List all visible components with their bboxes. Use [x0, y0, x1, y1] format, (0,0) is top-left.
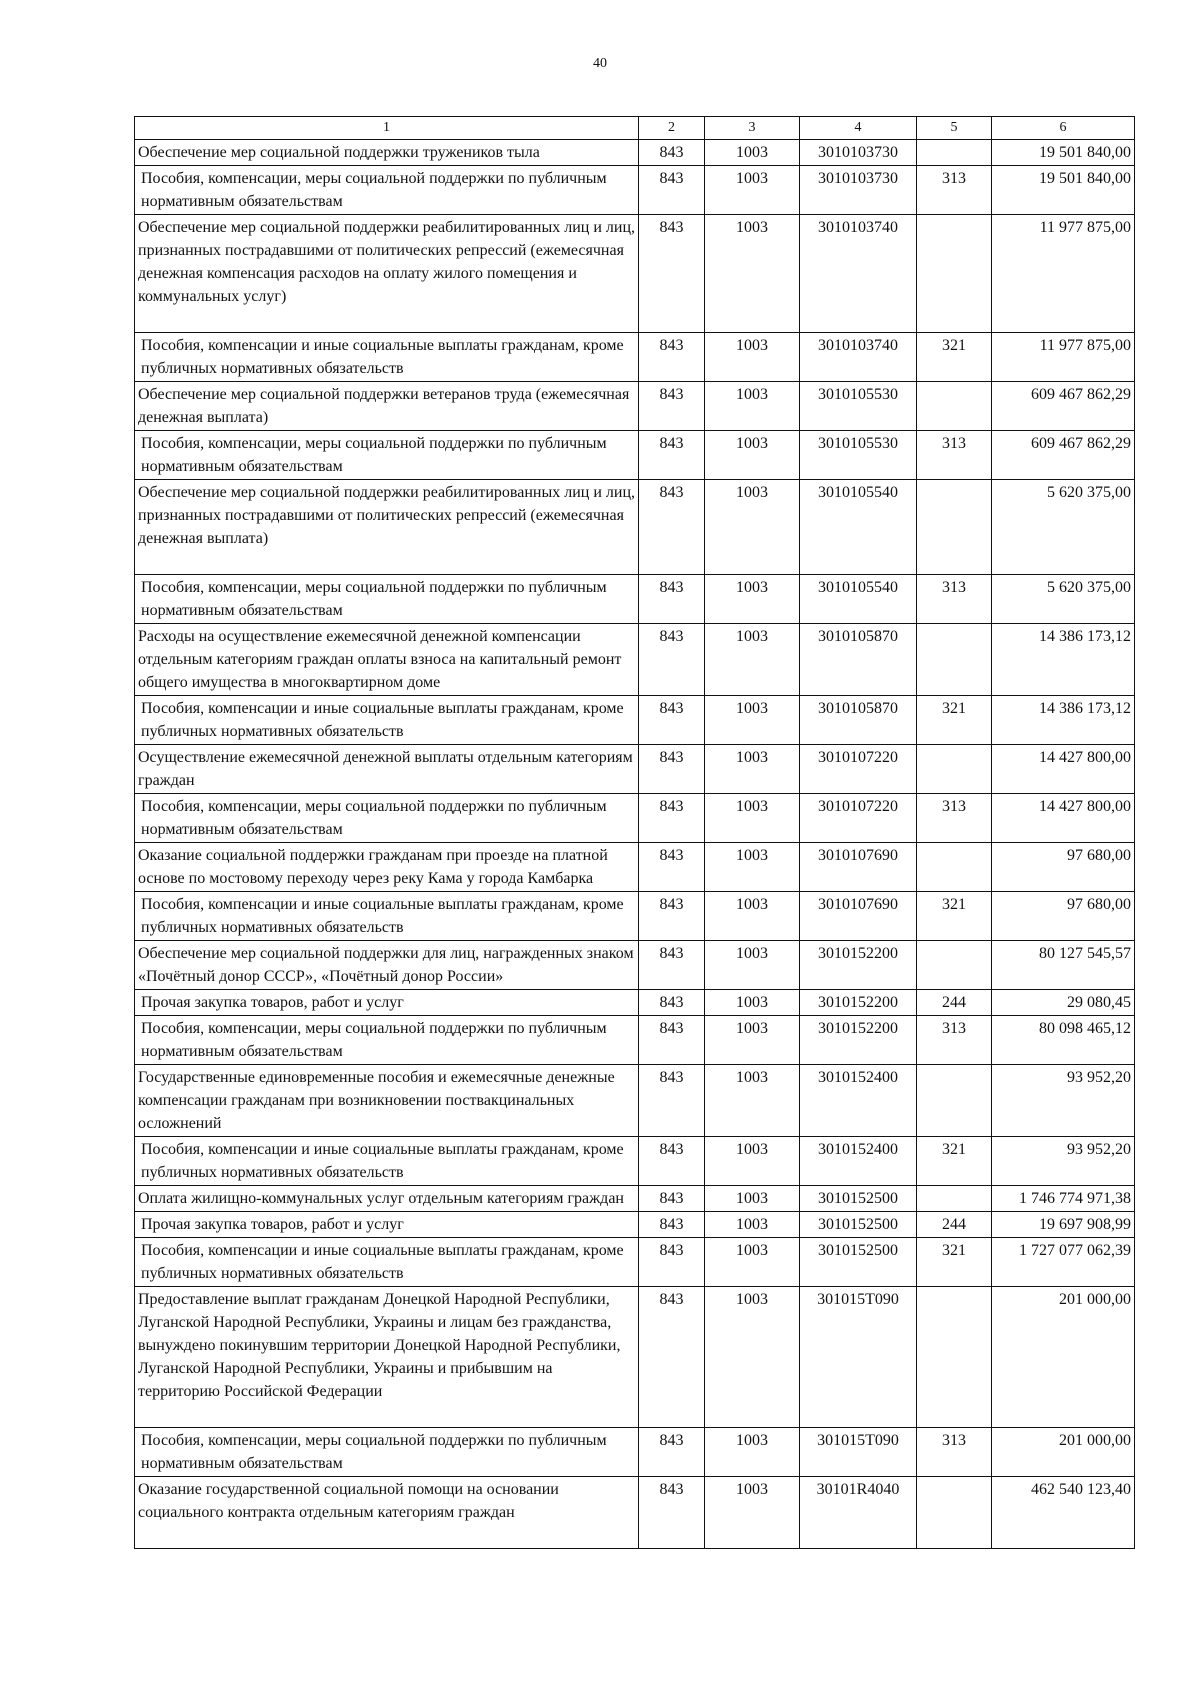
table-row: [135, 892, 1135, 941]
code-section-cell: 1003: [705, 1287, 800, 1428]
code-expense-type-cell: 313: [917, 166, 992, 215]
column-header: 4: [800, 117, 917, 140]
column-header: 5: [917, 117, 992, 140]
amount-cell: 19 697 908,99: [992, 1212, 1135, 1238]
code-chapter-cell: 843: [639, 166, 705, 215]
row-name-cell: Прочая закупка товаров, работ и услуг: [135, 1212, 639, 1238]
amount-cell: 609 467 862,29: [992, 382, 1135, 431]
amount-cell: 14 386 173,12: [992, 696, 1135, 745]
table-row: [135, 696, 1135, 745]
amount-cell: 29 080,45: [992, 990, 1135, 1016]
code-section-cell: 1003: [705, 1016, 800, 1065]
code-section-cell: 1003: [705, 1137, 800, 1186]
code-chapter-cell: 843: [639, 745, 705, 794]
row-name-cell: Прочая закупка товаров, работ и услуг: [135, 990, 639, 1016]
table-row: [135, 575, 1135, 624]
table-row: [135, 990, 1135, 1016]
column-header: 2: [639, 117, 705, 140]
table-row: [135, 382, 1135, 431]
code-target-cell: 3010105540: [800, 575, 917, 624]
code-target-cell: 3010152500: [800, 1186, 917, 1212]
code-target-cell: 3010107220: [800, 794, 917, 843]
row-name-cell: Пособия, компенсации и иные социальные выплаты гражданам, кроме публичных нормативных обязательств: [135, 1137, 639, 1186]
code-target-cell: 3010152500: [800, 1238, 917, 1287]
amount-cell: 80 098 465,12: [992, 1016, 1135, 1065]
code-chapter-cell: 843: [639, 1016, 705, 1065]
code-expense-type-cell: [917, 382, 992, 431]
code-target-cell: 30101R4040: [800, 1477, 917, 1549]
code-target-cell: 3010152400: [800, 1065, 917, 1137]
code-section-cell: 1003: [705, 1238, 800, 1287]
code-target-cell: 3010103740: [800, 333, 917, 382]
table-row: [135, 745, 1135, 794]
code-section-cell: 1003: [705, 1477, 800, 1549]
code-target-cell: 3010107220: [800, 745, 917, 794]
amount-cell: 1 727 077 062,39: [992, 1238, 1135, 1287]
code-section-cell: 1003: [705, 941, 800, 990]
amount-cell: 14 386 173,12: [992, 624, 1135, 696]
amount-cell: 97 680,00: [992, 843, 1135, 892]
code-target-cell: 301015Т090: [800, 1287, 917, 1428]
code-target-cell: 3010103730: [800, 140, 917, 166]
code-chapter-cell: 843: [639, 941, 705, 990]
code-expense-type-cell: 313: [917, 1428, 992, 1477]
table-row: [135, 843, 1135, 892]
code-chapter-cell: 843: [639, 575, 705, 624]
code-section-cell: 1003: [705, 1212, 800, 1238]
code-chapter-cell: 843: [639, 1137, 705, 1186]
row-name-cell: Оплата жилищно-коммунальных услуг отдельным категориям граждан: [135, 1186, 639, 1212]
code-expense-type-cell: 313: [917, 431, 992, 480]
amount-cell: 93 952,20: [992, 1137, 1135, 1186]
amount-cell: 609 467 862,29: [992, 431, 1135, 480]
code-section-cell: 1003: [705, 1428, 800, 1477]
code-target-cell: 3010152500: [800, 1212, 917, 1238]
row-name-cell: Обеспечение мер социальной поддержки тружеников тыла: [135, 140, 639, 166]
row-name-cell: Пособия, компенсации, меры социальной поддержки по публичным нормативным обязательствам: [135, 794, 639, 843]
code-expense-type-cell: 313: [917, 794, 992, 843]
code-target-cell: 3010107690: [800, 843, 917, 892]
code-expense-type-cell: [917, 1287, 992, 1428]
code-section-cell: 1003: [705, 892, 800, 941]
code-section-cell: 1003: [705, 624, 800, 696]
code-section-cell: 1003: [705, 166, 800, 215]
code-chapter-cell: 843: [639, 1238, 705, 1287]
row-name-cell: Обеспечение мер социальной поддержки ветеранов труда (ежемесячная денежная выплата): [135, 382, 639, 431]
table-row: [135, 794, 1135, 843]
code-expense-type-cell: [917, 1065, 992, 1137]
table-row: [135, 1212, 1135, 1238]
code-expense-type-cell: 313: [917, 575, 992, 624]
amount-cell: 5 620 375,00: [992, 575, 1135, 624]
code-section-cell: 1003: [705, 990, 800, 1016]
table-row: [135, 140, 1135, 166]
amount-cell: 462 540 123,40: [992, 1477, 1135, 1549]
code-section-cell: 1003: [705, 140, 800, 166]
row-name-cell: Государственные единовременные пособия и ежемесячные денежные компенсации гражданам при возникновении поствакцинальных осложнений: [135, 1065, 639, 1137]
row-name-cell: Пособия, компенсации и иные социальные выплаты гражданам, кроме публичных нормативных обязательств: [135, 333, 639, 382]
code-section-cell: 1003: [705, 1065, 800, 1137]
amount-cell: 19 501 840,00: [992, 140, 1135, 166]
code-target-cell: 3010152400: [800, 1137, 917, 1186]
page-number: 40: [593, 56, 607, 71]
code-expense-type-cell: 321: [917, 696, 992, 745]
code-section-cell: 1003: [705, 575, 800, 624]
amount-cell: 1 746 774 971,38: [992, 1186, 1135, 1212]
code-chapter-cell: 843: [639, 794, 705, 843]
code-section-cell: 1003: [705, 333, 800, 382]
code-expense-type-cell: [917, 1186, 992, 1212]
amount-cell: 14 427 800,00: [992, 794, 1135, 843]
code-chapter-cell: 843: [639, 1477, 705, 1549]
code-expense-type-cell: 313: [917, 1016, 992, 1065]
code-expense-type-cell: [917, 941, 992, 990]
row-name-cell: Пособия, компенсации и иные социальные выплаты гражданам, кроме публичных нормативных обязательств: [135, 892, 639, 941]
table-row: [135, 941, 1135, 990]
table-row: [135, 480, 1135, 575]
code-chapter-cell: 843: [639, 1428, 705, 1477]
code-chapter-cell: 843: [639, 215, 705, 333]
row-name-cell: Предоставление выплат гражданам Донецкой Народной Республики, Луганской Народной Республики, Украины и лицам без гражданства, вынуждено покинувшим территории Донецкой Народной Республики, Луганской Народной Республики, Украины и прибывшим на территорию Российской Федерации: [135, 1287, 639, 1428]
amount-cell: 5 620 375,00: [992, 480, 1135, 575]
row-name-cell: Пособия, компенсации, меры социальной поддержки по публичным нормативным обязательствам: [135, 1428, 639, 1477]
code-section-cell: 1003: [705, 843, 800, 892]
row-name-cell: Пособия, компенсации, меры социальной поддержки по публичным нормативным обязательствам: [135, 166, 639, 215]
row-name-cell: Осуществление ежемесячной денежной выплаты отдельным категориям граждан: [135, 745, 639, 794]
code-section-cell: 1003: [705, 480, 800, 575]
code-chapter-cell: 843: [639, 431, 705, 480]
code-section-cell: 1003: [705, 745, 800, 794]
code-chapter-cell: 843: [639, 480, 705, 575]
row-name-cell: Пособия, компенсации и иные социальные выплаты гражданам, кроме публичных нормативных обязательств: [135, 1238, 639, 1287]
table-row: [135, 333, 1135, 382]
amount-cell: 19 501 840,00: [992, 166, 1135, 215]
code-target-cell: 3010105530: [800, 431, 917, 480]
table-row: [135, 1016, 1135, 1065]
code-expense-type-cell: [917, 215, 992, 333]
amount-cell: 93 952,20: [992, 1065, 1135, 1137]
table-row: [135, 1137, 1135, 1186]
amount-cell: 11 977 875,00: [992, 333, 1135, 382]
code-section-cell: 1003: [705, 382, 800, 431]
table-row: [135, 215, 1135, 333]
code-chapter-cell: 843: [639, 1186, 705, 1212]
code-expense-type-cell: 244: [917, 1212, 992, 1238]
column-header: 6: [992, 117, 1135, 140]
code-target-cell: 301015Т090: [800, 1428, 917, 1477]
amount-cell: 80 127 545,57: [992, 941, 1135, 990]
code-chapter-cell: 843: [639, 990, 705, 1016]
code-chapter-cell: 843: [639, 140, 705, 166]
table-row: [135, 624, 1135, 696]
code-chapter-cell: 843: [639, 696, 705, 745]
row-name-cell: Оказание социальной поддержки гражданам при проезде на платной основе по мостовому переходу через реку Кама у города Камбарка: [135, 843, 639, 892]
table-row: [135, 1287, 1135, 1428]
code-chapter-cell: 843: [639, 843, 705, 892]
amount-cell: 11 977 875,00: [992, 215, 1135, 333]
table-row: [135, 1477, 1135, 1549]
code-chapter-cell: 843: [639, 624, 705, 696]
row-name-cell: Обеспечение мер социальной поддержки для лиц, награжденных знаком «Почётный донор СССР», «Почётный донор России»: [135, 941, 639, 990]
row-name-cell: Пособия, компенсации, меры социальной поддержки по публичным нормативным обязательствам: [135, 1016, 639, 1065]
code-expense-type-cell: 244: [917, 990, 992, 1016]
code-expense-type-cell: [917, 745, 992, 794]
amount-cell: 201 000,00: [992, 1287, 1135, 1428]
table-row: [135, 1428, 1135, 1477]
code-expense-type-cell: [917, 140, 992, 166]
code-expense-type-cell: [917, 624, 992, 696]
code-expense-type-cell: [917, 843, 992, 892]
code-section-cell: 1003: [705, 696, 800, 745]
amount-cell: 97 680,00: [992, 892, 1135, 941]
code-chapter-cell: 843: [639, 333, 705, 382]
code-chapter-cell: 843: [639, 892, 705, 941]
code-target-cell: 3010107690: [800, 892, 917, 941]
code-section-cell: 1003: [705, 1186, 800, 1212]
row-name-cell: Расходы на осуществление ежемесячной денежной компенсации отдельным категориям граждан оплаты взноса на капитальный ремонт общего имущества в многоквартирном доме: [135, 624, 639, 696]
row-name-cell: Оказание государственной социальной помощи на основании социального контракта отдельным категориям граждан: [135, 1477, 639, 1549]
code-target-cell: 3010152200: [800, 941, 917, 990]
row-name-cell: Пособия, компенсации, меры социальной поддержки по публичным нормативным обязательствам: [135, 575, 639, 624]
code-target-cell: 3010105870: [800, 696, 917, 745]
table-row: [135, 431, 1135, 480]
column-header: 1: [135, 117, 639, 140]
code-target-cell: 3010105540: [800, 480, 917, 575]
budget-table: [134, 116, 1135, 1549]
code-section-cell: 1003: [705, 215, 800, 333]
row-name-cell: Пособия, компенсации, меры социальной поддержки по публичным нормативным обязательствам: [135, 431, 639, 480]
code-expense-type-cell: [917, 480, 992, 575]
code-target-cell: 3010105530: [800, 382, 917, 431]
amount-cell: 201 000,00: [992, 1428, 1135, 1477]
code-section-cell: 1003: [705, 794, 800, 843]
row-name-cell: Обеспечение мер социальной поддержки реабилитированных лиц и лиц, признанных пострадавшими от политических репрессий (ежемесячная денежная выплата): [135, 480, 639, 575]
code-expense-type-cell: 321: [917, 892, 992, 941]
table-row: [135, 1065, 1135, 1137]
header-row: [135, 117, 1135, 140]
table-row: [135, 1186, 1135, 1212]
code-chapter-cell: 843: [639, 1065, 705, 1137]
code-chapter-cell: 843: [639, 1212, 705, 1238]
amount-cell: 14 427 800,00: [992, 745, 1135, 794]
code-target-cell: 3010103730: [800, 166, 917, 215]
code-target-cell: 3010152200: [800, 990, 917, 1016]
code-expense-type-cell: [917, 1477, 992, 1549]
code-expense-type-cell: 321: [917, 1238, 992, 1287]
code-target-cell: 3010105870: [800, 624, 917, 696]
code-chapter-cell: 843: [639, 382, 705, 431]
code-target-cell: 3010152200: [800, 1016, 917, 1065]
code-expense-type-cell: 321: [917, 333, 992, 382]
code-section-cell: 1003: [705, 431, 800, 480]
row-name-cell: Обеспечение мер социальной поддержки реабилитированных лиц и лиц, признанных пострадавшими от политических репрессий (ежемесячная денежная компенсация расходов на оплату жилого помещения и коммунальных услуг): [135, 215, 639, 333]
table-row: [135, 1238, 1135, 1287]
code-chapter-cell: 843: [639, 1287, 705, 1428]
code-target-cell: 3010103740: [800, 215, 917, 333]
row-name-cell: Пособия, компенсации и иные социальные выплаты гражданам, кроме публичных нормативных обязательств: [135, 696, 639, 745]
code-expense-type-cell: 321: [917, 1137, 992, 1186]
column-header: 3: [705, 117, 800, 140]
table-row: [135, 166, 1135, 215]
